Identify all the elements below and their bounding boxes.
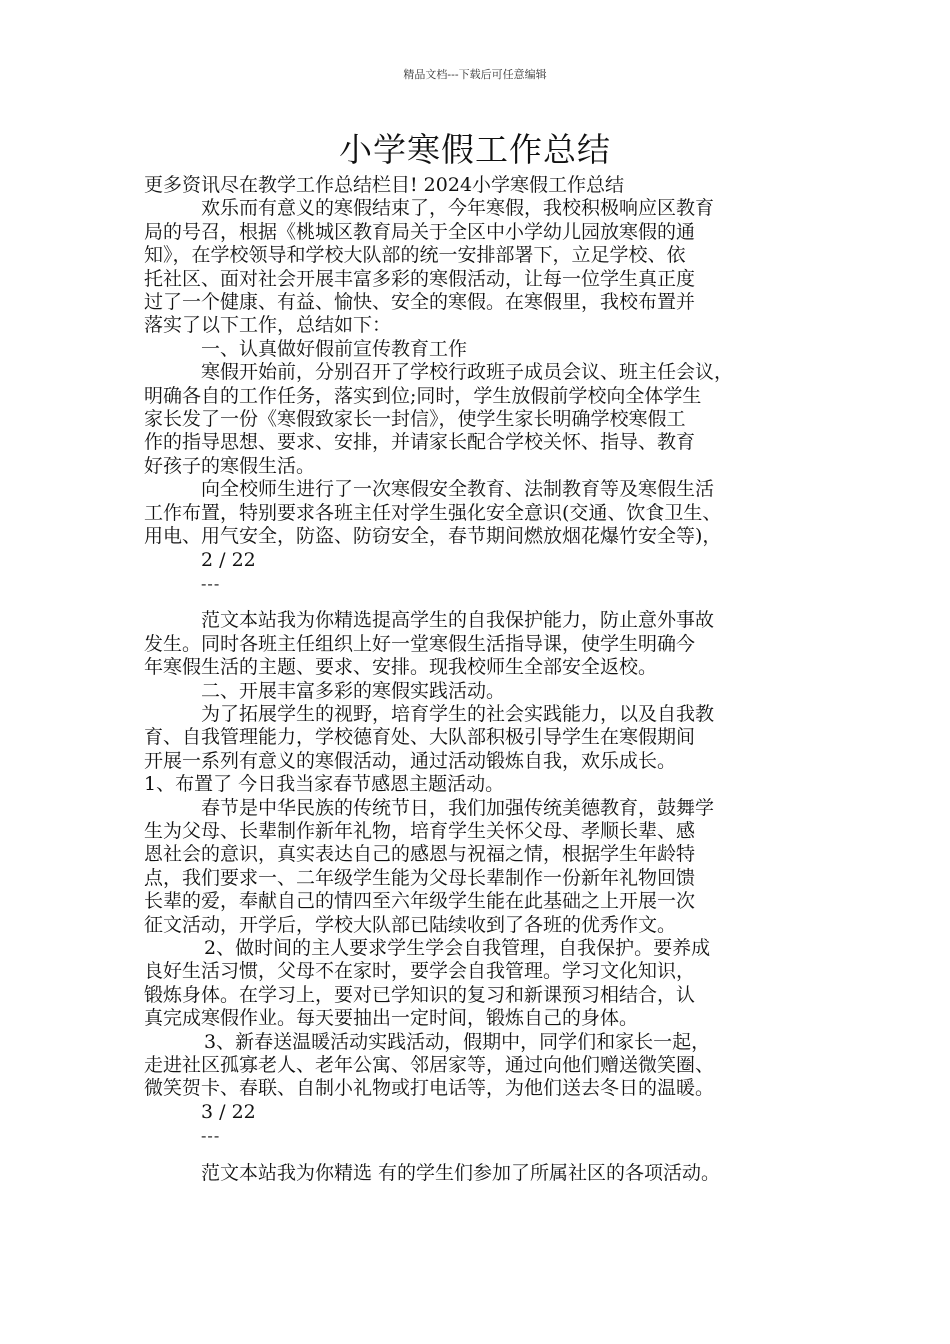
paragraph-line: 向全校师生进行了一次寒假安全教育、法制教育等及寒假生活 <box>201 478 715 501</box>
paragraph-line: 过了一个健康、有益、愉快、安全的寒假。在寒假里，我校布置并 <box>144 291 696 314</box>
paragraph-line: 落实了以下工作，总结如下： <box>144 314 392 337</box>
paragraph-line: 恩社会的意识，真实表达自己的感恩与祝福之情，根据学生年龄特 <box>144 843 696 866</box>
paragraph-line: 征文活动，开学后，学校大队部已陆续收到了各班的优秀作文。 <box>144 913 677 936</box>
paragraph-line: 局的号召，根据《桃城区教育局关于全区中小学幼儿园放寒假的通 <box>144 220 696 243</box>
page-separator: --- <box>201 1126 221 1146</box>
paragraph-line: 春节是中华民族的传统节日，我们加强传统美德教育，鼓舞学 <box>201 796 715 819</box>
paragraph-line: 真完成寒假作业。每天要抽出一定时间，锻炼自己的身体。 <box>144 1007 639 1030</box>
paragraph-line: 年寒假生活的主题、要求、安排。现我校师生全部安全返校。 <box>144 656 658 679</box>
paragraph-line: 托社区、面对社会开展丰富多彩的寒假活动，让每一位学生真正度 <box>144 267 696 290</box>
paragraph-line: 工作布置，特别要求各班主任对学生强化安全意识(交通、饮食卫生、 <box>144 501 722 524</box>
page-separator: --- <box>201 573 221 593</box>
paragraph-line: 为了拓展学生的视野，培育学生的社会实践能力，以及自我教 <box>201 702 715 725</box>
paragraph-line: 微笑贺卡、春联、自制小礼物或打电话等，为他们送去冬日的温暖。 <box>144 1077 715 1100</box>
paragraph-line: 良好生活习惯，父母不在家时，要学会自我管理。学习文化知识， <box>144 960 696 983</box>
document-title: 小学寒假工作总结 <box>339 130 611 169</box>
list-item-heading: 1、布置了 今日我当家春节感恩主题活动。 <box>144 773 505 796</box>
paragraph-line: 生为父母、长辈制作新年礼物，培育学生关怀父母、孝顺长辈、感 <box>144 819 696 842</box>
paragraph-line: 点，我们要求一、二年级学生能为父母长辈制作一份新年礼物回馈 <box>144 866 696 889</box>
paragraph-line: 用电、用气安全，防盗、防窃安全，春节期间燃放烟花爆竹安全等)， <box>144 525 722 548</box>
section-heading: 一、认真做好假前宣传教育工作 <box>201 337 468 360</box>
document-body <box>144 174 824 1185</box>
paragraph-line: 寒假开始前，分别召开了学校行政班子成员会议、班主任会议， <box>201 361 734 384</box>
intro-line: 更多资讯尽在教学工作总结栏目! 2024小学寒假工作总结 <box>144 174 625 196</box>
paragraph-line: 知》，在学校领导和学校大队部的统一安排部署下，立足学校、依 <box>144 244 686 267</box>
paragraph-line: 发生。同时各班主任组织上好一堂寒假生活指导课，使学生明确今 <box>144 632 696 655</box>
paragraph-line: 育、自我管理能力，学校德育处、大队部积极引导学生在寒假期间 <box>144 726 696 749</box>
paragraph-line: 长辈的爱，奉献自己的情四至六年级学生能在此基础之上开展一次 <box>144 890 696 913</box>
paragraph-line: 明确各自的工作任务，落实到位;同时，学生放假前学校向全体学生 <box>144 384 702 407</box>
paragraph-line: 好孩子的寒假生活。 <box>144 454 316 477</box>
page-number: 3 / 22 <box>201 1100 256 1123</box>
paragraph-line: 开展一系列有意义的寒假活动，通过活动锻炼自我，欢乐成长。 <box>144 749 677 772</box>
paragraph-line: 3、新春送温暖活动实践活动，假期中，同学们和家长一起， <box>204 1030 711 1053</box>
paragraph-line: 2、做时间的主人要求学生学会自我管理，自我保护。要养成 <box>204 937 711 959</box>
paragraph-line: 范文本站我为你精选 有的学生们参加了所属社区的各项活动。 <box>201 1161 721 1184</box>
page-header: 精品文档---下载后可任意编辑 <box>403 68 547 81</box>
paragraph-line: 走进社区孤寡老人、老年公寓、邻居家等，通过向他们赠送微笑圈、 <box>144 1054 715 1077</box>
paragraph-line: 作的指导思想、要求、安排，并请家长配合学校关怀、指导、教育 <box>144 431 696 454</box>
paragraph-line: 家长发了一份《寒假致家长一封信》，使学生家长明确学校寒假工 <box>144 408 686 431</box>
page-number: 2 / 22 <box>201 548 256 571</box>
paragraph-line: 范文本站我为你精选提高学生的自我保护能力，防止意外事故 <box>201 609 715 632</box>
paragraph-line: 锻炼身体。在学习上，要对已学知识的复习和新课预习相结合，认 <box>144 983 696 1006</box>
section-heading: 二、开展丰富多彩的寒假实践活动。 <box>201 679 506 702</box>
paragraph-line: 欢乐而有意义的寒假结束了，今年寒假，我校积极响应区教育 <box>201 197 715 220</box>
